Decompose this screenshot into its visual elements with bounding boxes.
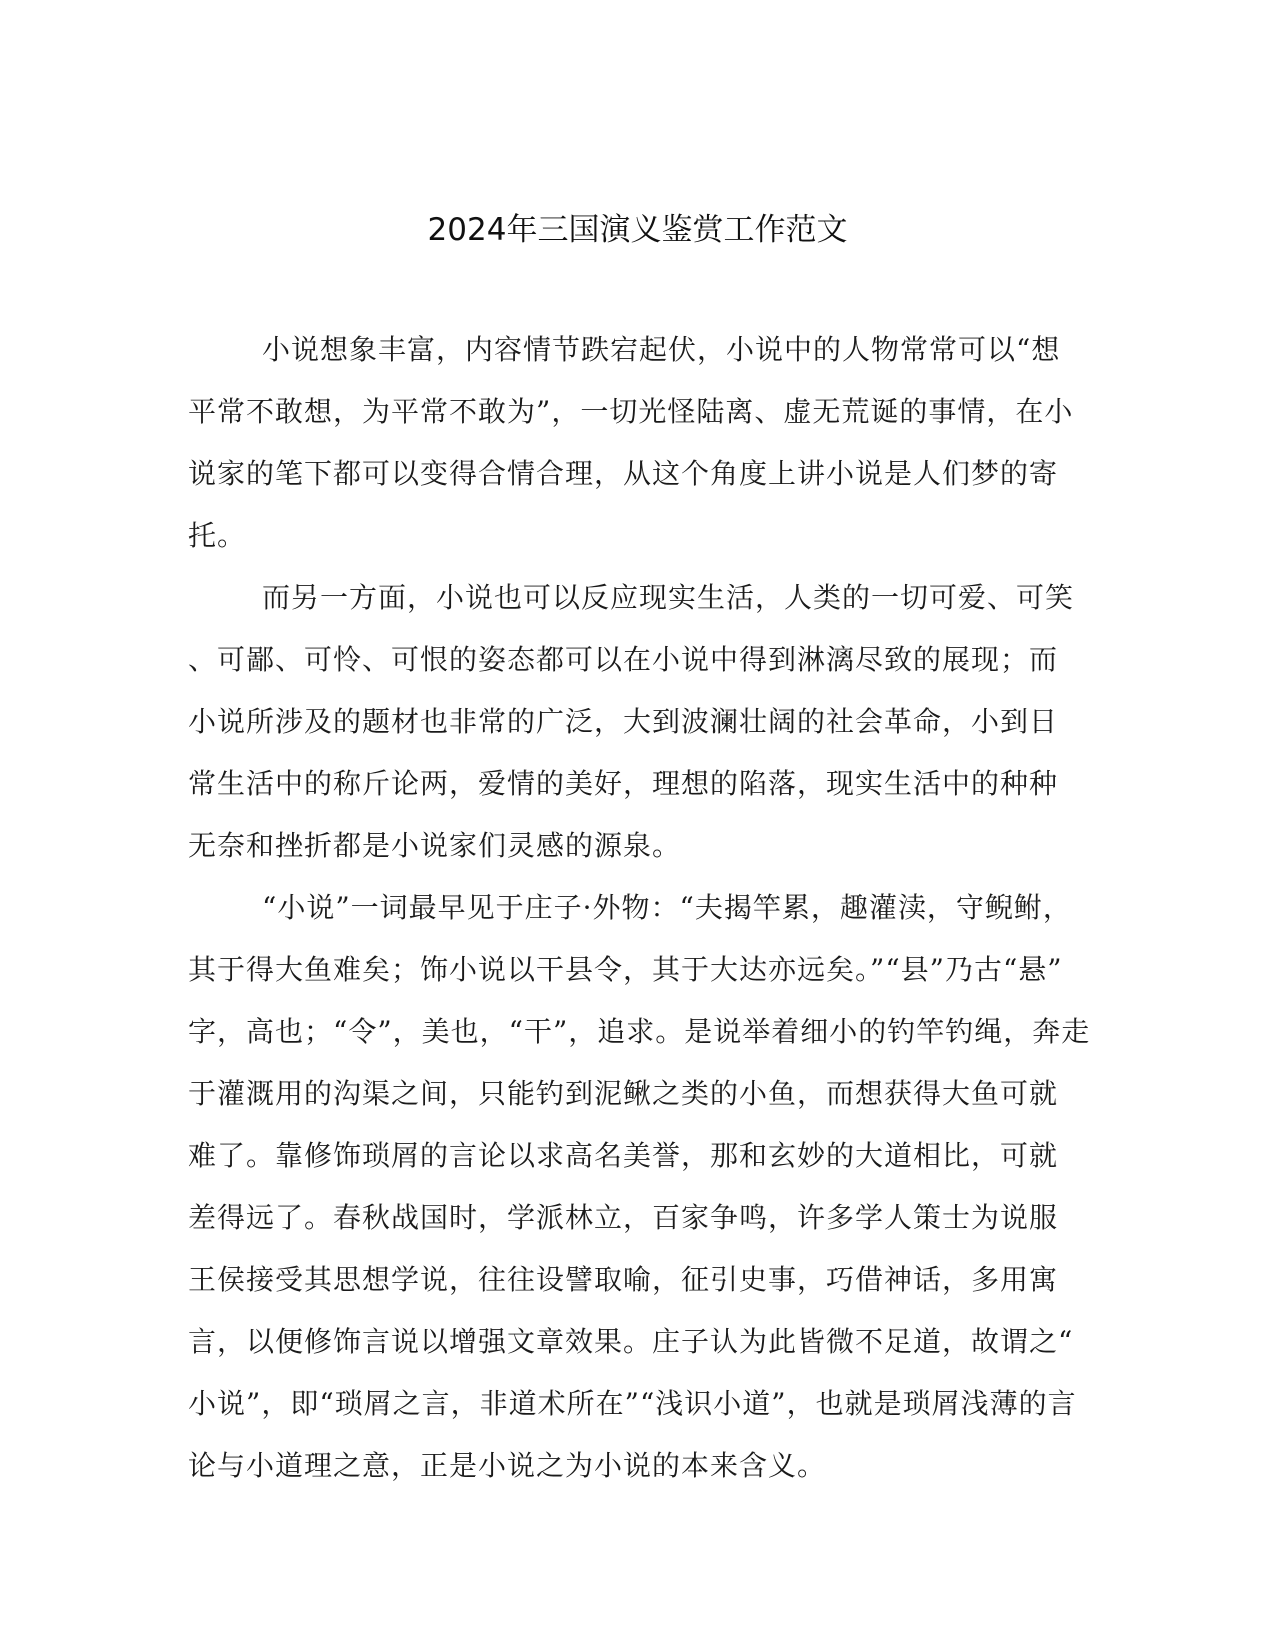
- paragraph-1: [188, 328, 1080, 576]
- paragraph-3: [188, 886, 1091, 1506]
- document-body: [188, 328, 1091, 1506]
- text-line: 小说”，即“琐屑之言，非道术所在”“浅识小道”，也就是琐屑浅薄的言: [188, 1387, 1077, 1420]
- text-line: 无奈和挫折都是小说家们灵感的源泉。: [188, 829, 682, 862]
- text-line: 托。: [188, 519, 247, 552]
- text-line: 差得远了。春秋战国时，学派林立，百家争鸣，许多学人策士为说服: [188, 1201, 1059, 1234]
- text-line: 难了。靠修饰琐屑的言论以求高名美誉，那和玄妙的大道相比，可就: [188, 1139, 1059, 1172]
- text-line: 小说所涉及的题材也非常的广泛，大到波澜壮阔的社会革命，小到日: [188, 705, 1059, 738]
- text-line: 于灌溉用的沟渠之间，只能钓到泥鳅之类的小鱼，而想获得大鱼可就: [188, 1077, 1059, 1110]
- text-line: 小说想象丰富，内容情节跌宕起伏，小说中的人物常常可以“想: [262, 333, 1061, 366]
- text-line: “小说”一词最早见于庄子·外物：“夫揭竿累，趣灌渎，守鲵鲋，: [262, 891, 1072, 924]
- text-line: 而另一方面，小说也可以反应现实生活，人类的一切可爱、可笑: [262, 581, 1075, 614]
- document-title: 2024年三国演义鉴赏工作范文: [427, 212, 848, 248]
- text-line: 论与小道理之意，正是小说之为小说的本来含义。: [188, 1449, 827, 1482]
- text-line: 常生活中的称斤论两，爱情的美好，理想的陷落，现实生活中的种种: [188, 767, 1059, 800]
- text-line: 说家的笔下都可以变得合情合理，从这个角度上讲小说是人们梦的寄: [188, 457, 1059, 490]
- text-line: 言，以便修饰言说以增强文章效果。庄子认为此皆微不足道，故谓之“: [188, 1325, 1074, 1358]
- text-line: 字，高也；“令”，美也，“干”，追求。是说举着细小的钓竿钓绳，奔走: [188, 1015, 1091, 1048]
- text-line: 、可鄙、可怜、可恨的姿态都可以在小说中得到淋漓尽致的展现；而: [188, 643, 1059, 676]
- paragraph-2: [188, 576, 1080, 886]
- text-line: 王侯接受其思想学说，往往设譬取喻，征引史事，巧借神话，多用寓: [188, 1263, 1059, 1296]
- text-line: 其于得大鱼难矣；饰小说以干县令，其于大达亦远矣。”“县”乃古“悬”: [188, 953, 1063, 986]
- text-line: 平常不敢想，为平常不敢为”，一切光怪陆离、虚无荒诞的事情，在小: [188, 395, 1074, 428]
